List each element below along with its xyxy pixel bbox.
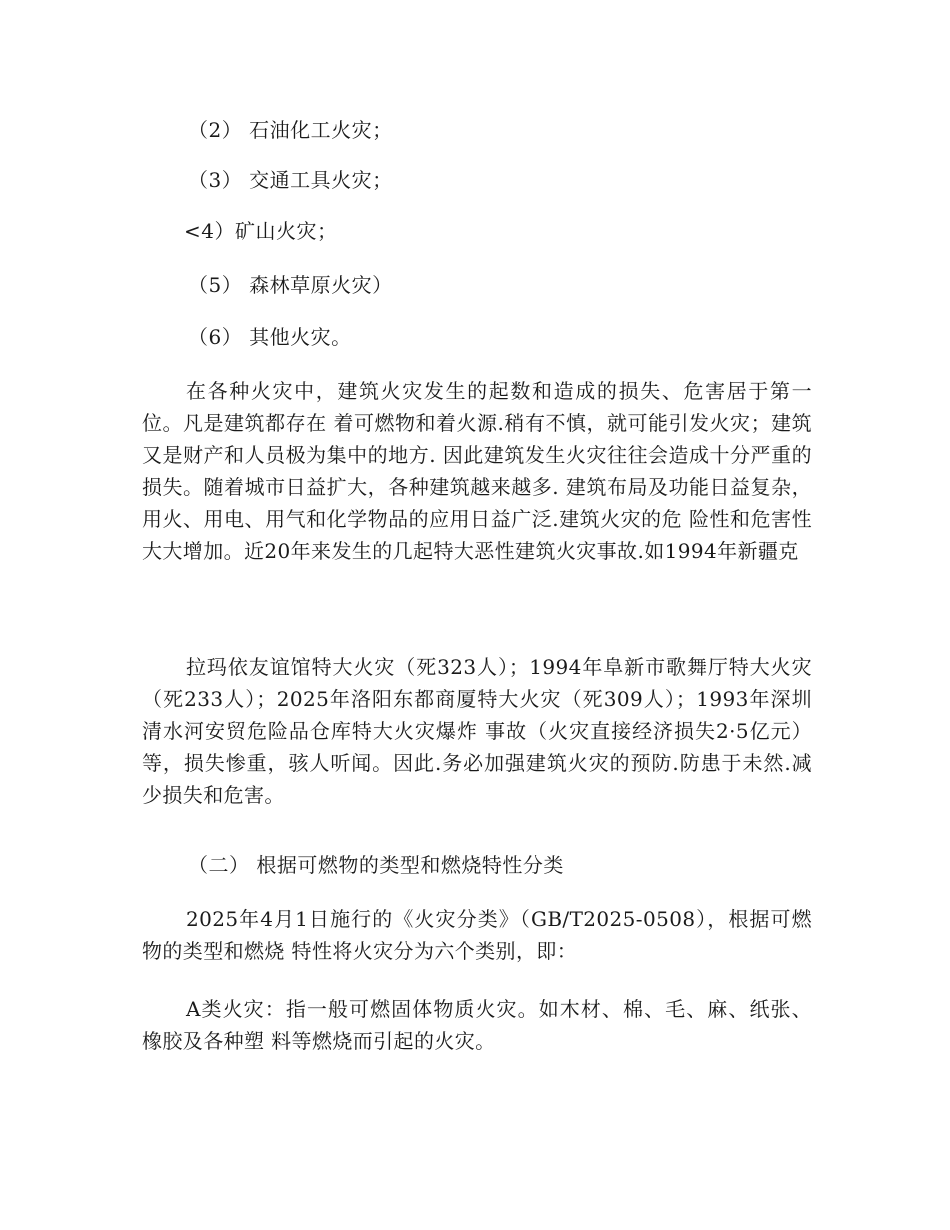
list-item-6: （6） 其他火灾。 [188,325,352,349]
paragraph-building-fires [142,375,812,567]
paragraph-text: 拉玛依友谊馆特大火灾（死323人）；1994年阜新市歌舞厅特大火灾（死233人）；2025年洛阳东都商厦特大火灾（死309人）；1993年深圳清水河安贸危险品仓库特大火灾爆炸 事故（火灾直接经济损失2·5亿元）等，损失惨重，骇人听闻。因此.务必加强建筑火灾的预防.防患于未然.减少损失和危害。 [142,655,812,807]
paragraph-text: A类火灾：指一般可燃固体物质火灾。如木材、棉、毛、麻、纸张、橡胶及各种塑 料等燃烧而引起的火灾。 [142,997,812,1053]
paragraph-classification [142,903,812,967]
section-heading: （二） 根据可燃物的类型和燃烧特性分类 [188,853,564,877]
paragraph-text: 2025年4月1日施行的《火灾分类》（GB/T2025-0508），根据可燃物的类型和燃烧 特性将火灾分为六个类别，即： [142,907,812,963]
list-item-4: <4）矿山火灾； [184,219,338,243]
paragraph-text: 在各种火灾中，建筑火灾发生的起数和造成的损失、危害居于第一位。凡是建筑都存在 着可燃物和着火源.稍有不慎，就可能引发火灾；建筑又是财产和人员极为集中的地方. 因此建筑发生火灾往往会造成十分严重的损失。随着城市日益扩大，各种建筑越来越多. 建筑布局及功能日益复杂，用火、用电、用气和化学物品的应用日益广泛.建筑火灾的危 险性和危害性大大增加。近20年来发生的几起特大恶性建筑火灾事故.如1994年新疆克 [142,379,812,563]
paragraph-class-a [142,993,812,1057]
list-item-3: （3） 交通工具火灾； [188,168,393,192]
list-item-2: （2） 石油化工火灾； [188,118,393,142]
paragraph-fire-cases [142,651,812,811]
list-item-5: （5） 森林草原火灾） [188,273,393,297]
